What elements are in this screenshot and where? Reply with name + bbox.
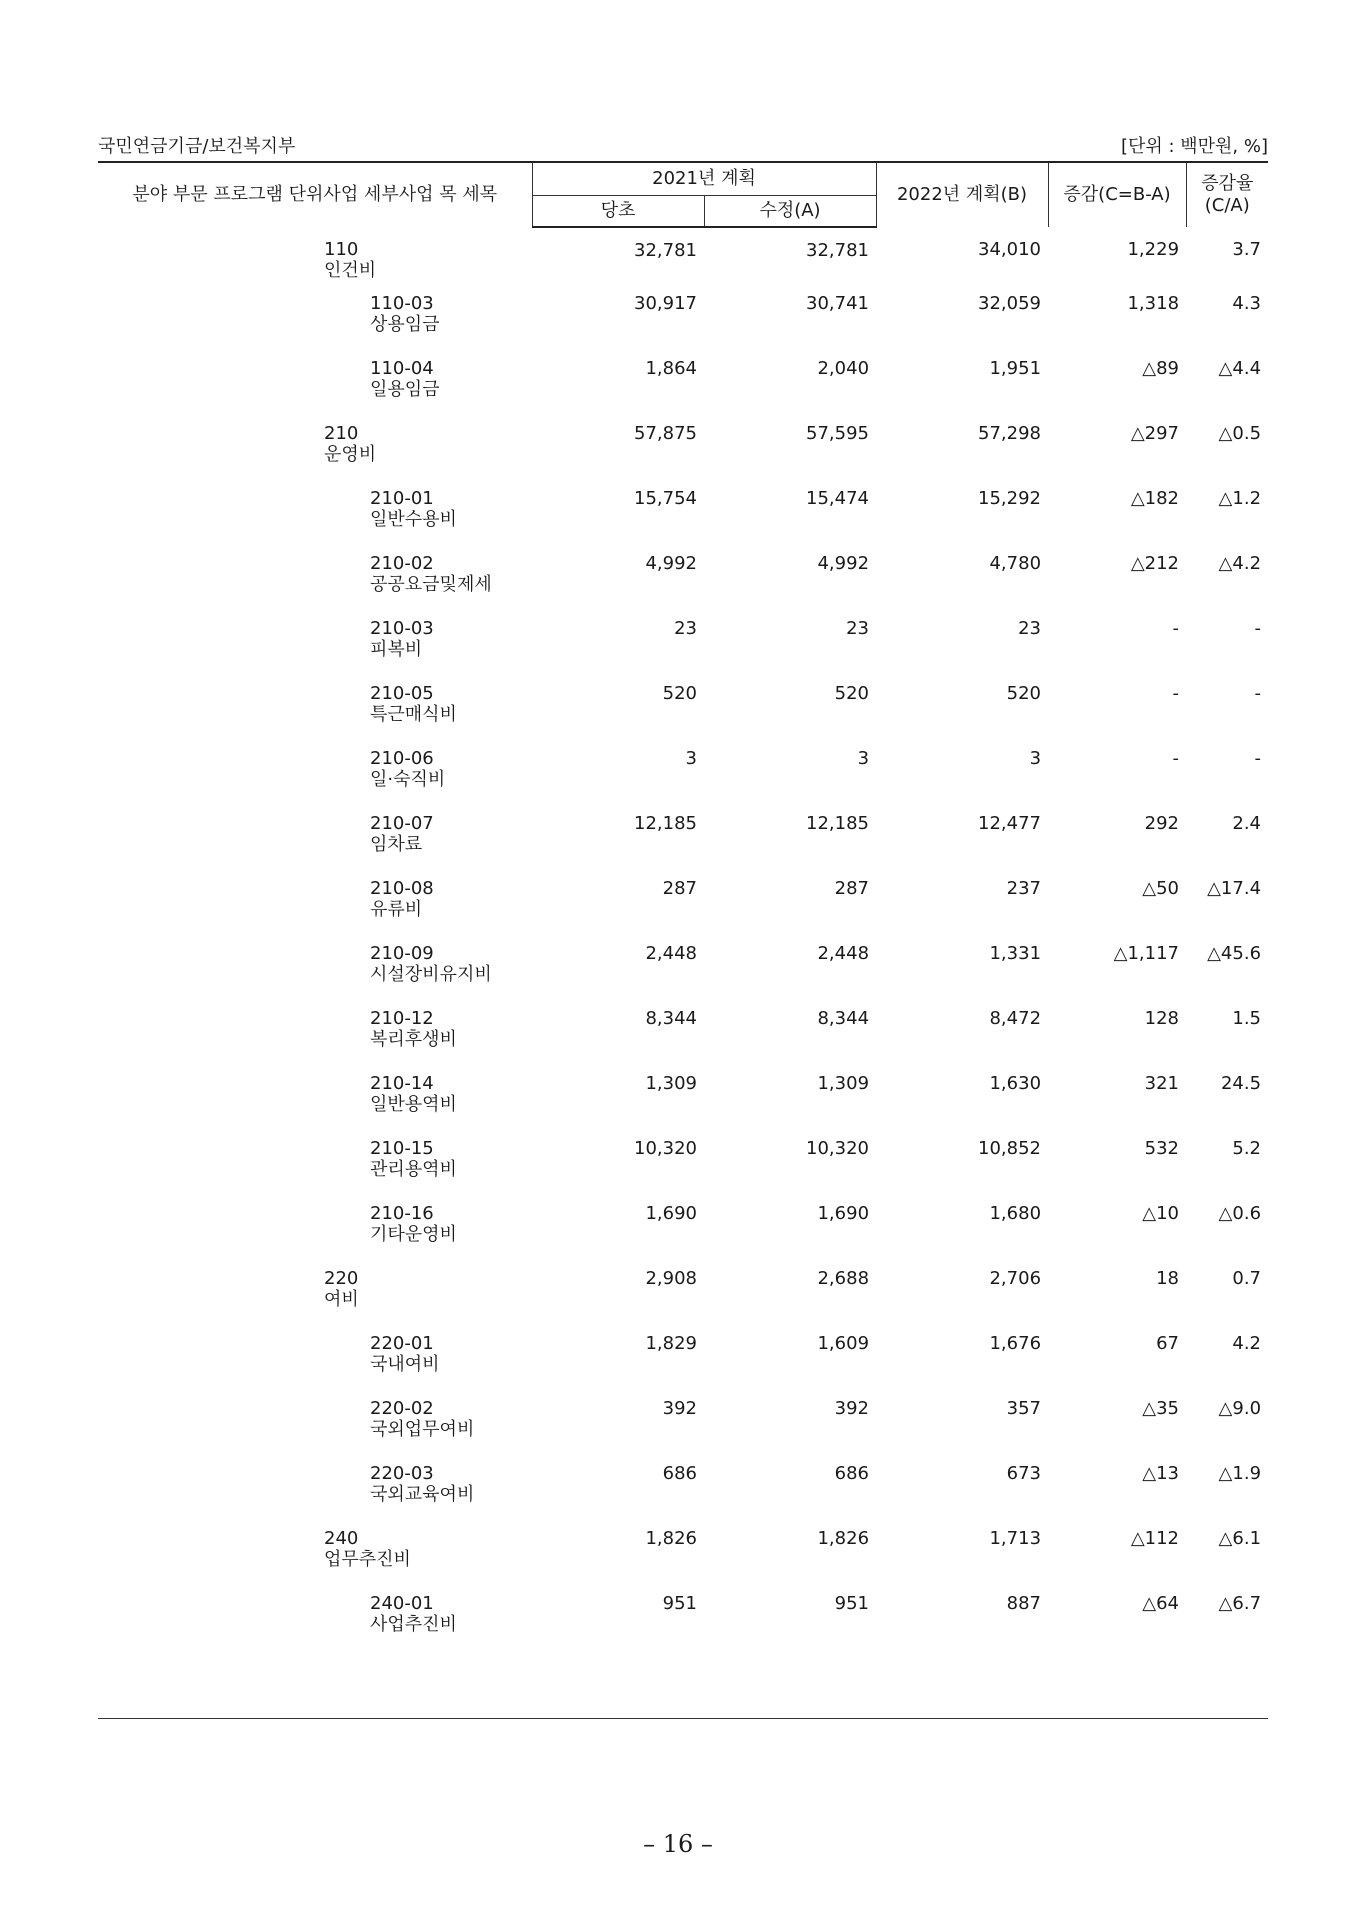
item-name: 일반용역비 [370,1094,457,1115]
revised-value: 10,320 [806,1138,870,1159]
revised-value: 3 [857,748,870,769]
item-label-cell [98,1138,532,1203]
item-label-cell [98,683,532,748]
rate-value: - [1254,748,1262,769]
initial-value: 1,826 [645,1528,697,1549]
table-row [98,358,1268,423]
item-name: 일반수용비 [370,509,457,530]
revised-value: 287 [834,878,870,899]
revised-value: 30,741 [806,293,870,314]
change-value: △64 [1142,1593,1180,1614]
item-label-cell [98,488,532,553]
change-value: 532 [1144,1138,1180,1159]
change-value: △212 [1130,553,1180,574]
plan2022-value: 1,331 [989,943,1042,964]
item-code: 220-03 [370,1463,434,1484]
table-row [98,1203,1268,1268]
rate-value: 24.5 [1220,1073,1262,1094]
change-value: 1,318 [1127,293,1180,314]
item-code: 210-06 [370,748,434,769]
revised-value: 2,040 [817,358,870,379]
item-label-cell [98,748,532,813]
table-row [98,683,1268,748]
item-label-cell [98,813,532,878]
item-name: 특근매식비 [370,704,457,725]
change-value: △35 [1142,1398,1180,1419]
initial-value: 3 [685,748,697,769]
change-value: △297 [1130,423,1180,444]
rate-value: △1.9 [1218,1463,1262,1484]
table-row [98,1138,1268,1203]
item-label-cell [98,618,532,683]
rate-value: △45.6 [1207,943,1262,964]
revised-value: 1,309 [817,1073,870,1094]
revised-value: 392 [834,1398,870,1419]
item-code: 210-01 [370,488,434,509]
revised-value: 32,781 [806,240,870,261]
plan2022-value: 12,477 [978,813,1042,834]
header-change-rate: 증감율 (C/A) [1186,162,1268,227]
rate-value: △4.2 [1218,553,1262,574]
table-row [98,227,1268,293]
rate-value: △0.6 [1218,1203,1262,1224]
revised-value: 951 [834,1593,870,1614]
item-code: 220-02 [370,1398,434,1419]
item-label-cell [98,358,532,423]
revised-value: 686 [834,1463,870,1484]
item-name: 피복비 [370,639,423,660]
item-name: 인건비 [324,260,377,281]
table-row [98,553,1268,618]
initial-value: 686 [662,1463,697,1484]
item-name: 사업추진비 [370,1614,457,1635]
revised-value: 2,448 [817,943,870,964]
initial-value: 30,917 [634,293,697,314]
change-value: 292 [1144,813,1180,834]
change-value: 18 [1156,1268,1180,1289]
table-row [98,1073,1268,1138]
item-name: 국외업무여비 [370,1419,475,1440]
initial-value: 1,309 [645,1073,697,1094]
item-label-cell [98,227,532,293]
item-code: 220 [324,1268,359,1289]
plan2022-value: 15,292 [978,488,1042,509]
plan2022-value: 237 [1006,878,1042,899]
item-code: 210-02 [370,553,434,574]
rate-value: 4.3 [1232,293,1262,314]
item-label-cell [98,553,532,618]
plan2022-value: 1,630 [989,1073,1042,1094]
item-code: 210 [324,423,359,444]
item-code: 240-01 [370,1593,434,1614]
plan2022-value: 520 [1006,683,1042,704]
item-code: 210-14 [370,1073,434,1094]
plan2022-value: 23 [1018,618,1042,639]
plan2022-value: 2,706 [989,1268,1042,1289]
header-plan-2021: 2021년 계획 [532,162,876,196]
change-value: △50 [1142,878,1180,899]
table-row [98,1463,1268,1528]
table-row [98,423,1268,488]
change-value: 1,229 [1127,239,1180,260]
item-name: 공공요금및제세 [370,574,492,595]
change-value: 321 [1144,1073,1180,1094]
initial-value: 520 [662,683,697,704]
item-label-cell [98,1268,532,1333]
item-name: 기타운영비 [370,1224,457,1245]
item-code: 210-07 [370,813,434,834]
revised-value: 57,595 [806,423,870,444]
plan2022-value: 357 [1006,1398,1042,1419]
revised-value: 15,474 [806,488,870,509]
rate-value: △9.0 [1218,1398,1262,1419]
initial-value: 12,185 [634,813,697,834]
item-name: 국외교육여비 [370,1484,475,1505]
item-code: 210-03 [370,618,434,639]
item-label-cell [98,1528,532,1593]
table-row [98,1593,1268,1658]
table-row [98,813,1268,878]
item-code: 210-15 [370,1138,434,1159]
header-initial: 당초 [532,196,704,228]
item-name: 일·숙직비 [370,769,446,790]
rate-value: 5.2 [1232,1138,1262,1159]
rate-value: △0.5 [1218,423,1262,444]
revised-value: 520 [834,683,870,704]
initial-value: 1,690 [645,1203,697,1224]
item-code: 210-16 [370,1203,434,1224]
header-change: 증감(C=B-A) [1048,162,1186,227]
change-value: △13 [1142,1463,1180,1484]
initial-value: 951 [662,1593,697,1614]
item-label-cell [98,1593,532,1658]
table-row [98,748,1268,813]
change-value: - [1172,618,1180,639]
item-label-cell [98,1008,532,1073]
revised-value: 4,992 [817,553,870,574]
rate-value: 1.5 [1232,1008,1262,1029]
initial-value: 1,829 [645,1333,697,1354]
rate-value: △4.4 [1218,358,1262,379]
rate-value: 2.4 [1232,813,1262,834]
revised-value: 23 [846,618,870,639]
item-name: 국내여비 [370,1354,440,1375]
item-name: 상용임금 [370,314,440,335]
item-code: 210-08 [370,878,434,899]
table-bottom-rule [98,1718,1268,1719]
table-header [98,162,1268,227]
item-code: 210-05 [370,683,434,704]
revised-value: 1,609 [817,1333,870,1354]
change-value: 128 [1144,1008,1180,1029]
plan2022-value: 1,676 [989,1333,1042,1354]
item-name: 여비 [324,1289,359,1310]
table-caption-bar [98,132,1268,158]
table-row [98,1333,1268,1398]
plan2022-value: 8,472 [989,1008,1042,1029]
rate-value: △1.2 [1218,488,1262,509]
item-code: 210-12 [370,1008,434,1029]
item-name: 복리후생비 [370,1029,457,1050]
item-code: 240 [324,1528,359,1549]
item-name: 유류비 [370,899,423,920]
item-label-cell [98,943,532,1008]
rate-value: △17.4 [1207,878,1262,899]
initial-value: 4,992 [645,553,697,574]
revised-value: 1,690 [817,1203,870,1224]
revised-value: 12,185 [806,813,870,834]
item-label-cell [98,293,532,358]
plan2022-value: 4,780 [989,553,1042,574]
rate-value: 4.2 [1232,1333,1262,1354]
organization-label: 국민연금기금/보건복지부 [98,136,296,157]
item-label-cell [98,1073,532,1138]
plan2022-value: 34,010 [978,239,1042,260]
table-row [98,618,1268,683]
table-row [98,1268,1268,1333]
initial-value: 23 [674,618,697,639]
change-value: - [1172,683,1180,704]
change-value: △89 [1142,358,1180,379]
rate-value: - [1254,618,1262,639]
plan2022-value: 10,852 [978,1138,1042,1159]
revised-value: 1,826 [817,1528,870,1549]
header-classification: 분야 부문 프로그램 단위사업 세부사업 목 세목 [98,162,532,227]
table-body [98,227,1268,1658]
item-label-cell [98,423,532,488]
item-name: 임차료 [370,834,423,855]
item-label-cell [98,1398,532,1463]
table-row [98,293,1268,358]
table-row [98,943,1268,1008]
item-code: 110 [324,239,359,260]
rate-value: △6.1 [1218,1528,1262,1549]
rate-value: - [1254,683,1262,704]
initial-value: 287 [662,878,697,899]
initial-value: 2,908 [645,1268,697,1289]
change-value: - [1172,748,1180,769]
plan2022-value: 1,713 [989,1528,1042,1549]
initial-value: 10,320 [634,1138,697,1159]
table-row [98,878,1268,943]
header-plan-2022: 2022년 계획(B) [876,162,1048,227]
item-code: 110-04 [370,358,434,379]
initial-value: 15,754 [634,488,697,509]
initial-value: 1,864 [645,358,697,379]
rate-value: 0.7 [1232,1268,1262,1289]
item-label-cell [98,1333,532,1398]
item-label-cell [98,1203,532,1268]
plan2022-value: 1,680 [989,1203,1042,1224]
rate-value: △6.7 [1218,1593,1262,1614]
table-row [98,1528,1268,1593]
revised-value: 8,344 [817,1008,870,1029]
revised-value: 2,688 [817,1268,870,1289]
table-row [98,1008,1268,1073]
item-code: 210-09 [370,943,434,964]
initial-value: 392 [662,1398,697,1419]
plan2022-value: 57,298 [978,423,1042,444]
item-code: 110-03 [370,293,434,314]
page-number: – 16 – [643,1830,713,1858]
header-revised: 수정(A) [704,196,876,228]
plan2022-value: 32,059 [978,293,1042,314]
table-row [98,488,1268,553]
item-name: 관리용역비 [370,1159,457,1180]
item-name: 업무추진비 [324,1549,411,1570]
rate-value: 3.7 [1232,239,1262,260]
item-name: 운영비 [324,444,377,465]
plan2022-value: 1,951 [989,358,1042,379]
unit-label: [단위 : 백만원, %] [1120,136,1268,157]
change-value: △10 [1142,1203,1180,1224]
initial-value: 2,448 [645,943,697,964]
change-value: 67 [1156,1333,1180,1354]
plan2022-value: 673 [1006,1463,1042,1484]
budget-table [98,161,1268,1658]
initial-value: 57,875 [634,423,697,444]
item-label-cell [98,1463,532,1528]
change-value: △112 [1130,1528,1180,1549]
change-value: △1,117 [1113,943,1180,964]
item-name: 일용임금 [370,379,440,400]
item-label-cell [98,878,532,943]
plan2022-value: 3 [1029,748,1042,769]
table-row [98,1398,1268,1463]
initial-value: 8,344 [645,1008,697,1029]
item-name: 시설장비유지비 [370,964,492,985]
change-value: △182 [1130,488,1180,509]
plan2022-value: 887 [1006,1593,1042,1614]
item-code: 220-01 [370,1333,434,1354]
initial-value: 32,781 [634,240,697,261]
